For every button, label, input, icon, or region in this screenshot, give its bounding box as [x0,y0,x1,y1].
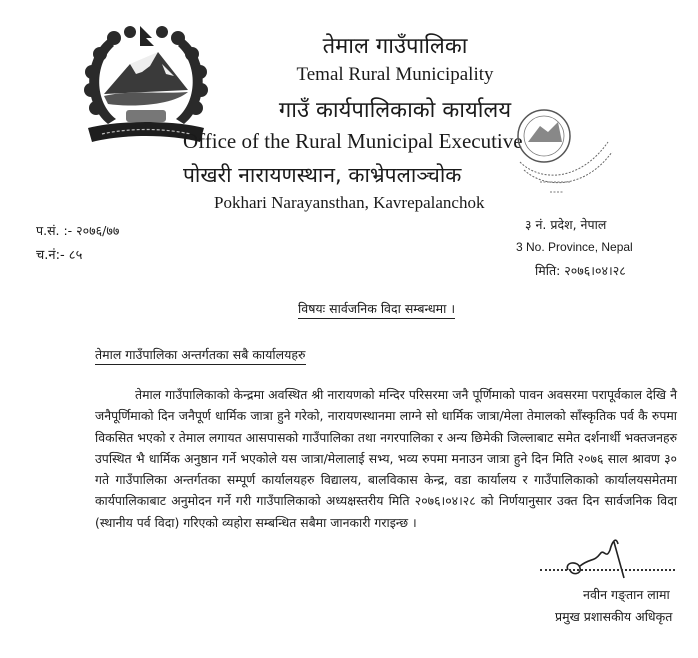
office-seal-stamp [500,102,618,200]
letter-body: तेमाल गाउँपालिकाको केन्द्रमा अवस्थित श्री नारायणको मन्दिर परिसरमा जनै पूर्णिमाको पावन अवसरमा परापूर्वकाल देखि नै जनैपूर्णिमाको दिन जनैपूर्ण धार्मिक जात्रा हुने गरेको, नारायणस्थानमा लाग्ने सो धार्मिक जात्रा/मेला तेमालको साँस्कृतिक पर्व कै रुपमा विकसित भएको र तेमाल लगायत आसपासको गाउँपालिका तथा नगरपालिका र अन्य छिमेकी जिल्लाबाट समेत दर्शनार्थी भक्तजनहरु उपस्थित भै धार्मिक अनुष्ठान गर्ने भएकोले यस जात्रा/मेलालाई सभ्य, भव्य रुपमा मनाउन जात्रा हुने दिन मिति २०७६ साल श्रावण ३० गते गाउँपालिका अन्तर्गतका सम्पूर्ण कार्यालयहरु विद्यालय, बालविकास केन्द्र, वडा कार्यालय र गाउँपालिकाको कार्यालयसमेतमा कार्यपालिकाबाट अनुमोदन गर्ने गरी गाउँपालिकाको अध्यक्षस्तरीय मिति २०७६।०४।२८ को निर्णयानुसार उक्त दिन सार्वजनिक विदा (स्थानीय पर्व विदा) गरिएको व्यहोरा सम्बन्धित सबैमा जानकारी गराइन्छ । [95,387,677,530]
office-name-english: Office of the Rural Municipal Executive [183,129,523,153]
subject-line: विषयः सार्वजनिक विदा सम्बन्धमा । [298,300,455,319]
municipality-name-english: Temal Rural Municipality [296,64,494,85]
province-nepali: ३ नं. प्रदेश, नेपाल [525,217,607,232]
reference-number: प.सं. :- २०७६/७७ [36,223,120,238]
address-english: Pokhari Narayansthan, Kavrepalanchok [214,193,485,212]
address-nepali: पोखरी नारायणस्थान, काभ्रेपलाञ्चोक [183,163,462,187]
signer-title: प्रमुख प्रशासकीय अधिकृत [555,609,673,624]
signature-line [540,569,675,571]
signer-name: नवीन गङ्तान लामा [583,587,670,602]
office-name-nepali: गाउँ कार्यपालिकाको कार्यालय [278,98,512,123]
letter-date: मिति: २०७६।०४।२८ [535,263,626,278]
province-english: 3 No. Province, Nepal [516,240,633,254]
handwritten-signature [560,532,640,582]
addressee-line: तेमाल गाउँपालिका अन्तर्गतका सबै कार्यालयहरु [95,346,306,365]
dispatch-number: च.नं:- ८५ [36,248,83,263]
municipality-name-nepali: तेमाल गाउँपालिका [322,34,468,59]
